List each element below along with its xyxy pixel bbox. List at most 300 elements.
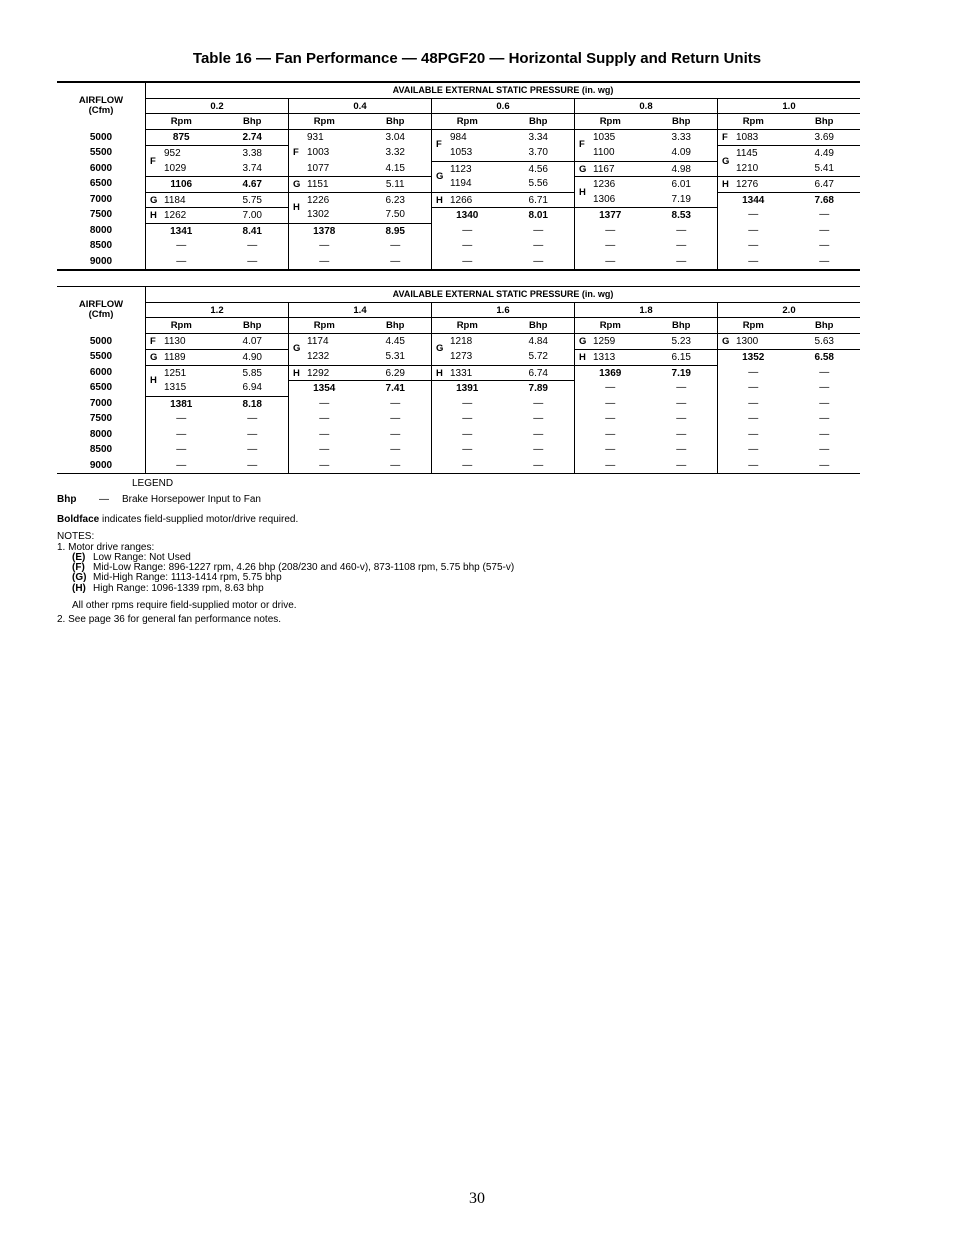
range-text: Low Range: Not Used: [93, 552, 191, 563]
rpm-cell: [145, 442, 217, 458]
range-line: [72, 573, 282, 583]
bhp-cell: 3.38: [217, 145, 289, 161]
bhp-cell: —: [390, 240, 401, 251]
rpm-cell: [145, 365, 217, 387]
range-line: [72, 584, 264, 594]
bhp-cell: —: [819, 209, 830, 220]
rpm-column-header: Rpm: [717, 114, 789, 130]
drive-code: F: [579, 139, 585, 151]
rpm-value: 1029: [164, 162, 187, 174]
bhp-cell: 6.47: [789, 176, 861, 192]
legend-heading: LEGEND: [132, 478, 174, 489]
pressure-header: 1.2: [145, 303, 288, 319]
rpm-value: 1232: [307, 351, 330, 362]
rpm-value: 1354: [313, 383, 336, 394]
drive-code: H: [436, 194, 443, 206]
rpm-value: 1123: [450, 163, 472, 175]
rpm-cell: [574, 161, 646, 177]
rpm-cell: [431, 176, 503, 192]
legend-definition: Brake Horsepower Input to Fan: [122, 494, 261, 505]
rpm-cell: [431, 334, 503, 355]
legend-dash: —: [99, 494, 109, 505]
rpm-cell: [574, 396, 646, 412]
rpm-cell: [717, 161, 789, 177]
rpm-cell: [717, 192, 789, 208]
drive-code: F: [150, 155, 156, 167]
bhp-cell: —: [819, 413, 830, 424]
rpm-value: —: [176, 428, 187, 440]
drive-code: G: [579, 335, 587, 347]
drive-code: H: [150, 375, 157, 387]
rpm-value: —: [176, 444, 187, 455]
drive-code: G: [150, 352, 158, 363]
rpm-cell: [145, 349, 217, 365]
rpm-cell: [288, 411, 360, 427]
static-pressure-header: AVAILABLE EXTERNAL STATIC PRESSURE (in. wg): [145, 83, 860, 99]
rpm-value: —: [748, 459, 759, 471]
rpm-cell: [717, 238, 789, 254]
airflow-value: 7500: [89, 413, 113, 424]
rpm-column-header: Rpm: [288, 318, 360, 334]
bhp-cell: —: [676, 444, 687, 455]
rpm-cell: [574, 223, 646, 239]
legend-term: Bhp: [57, 494, 77, 505]
pressure-header: 1.4: [288, 303, 431, 319]
static-pressure-header: AVAILABLE EXTERNAL STATIC PRESSURE (in. wg): [145, 287, 860, 303]
pressure-header: 0.6: [431, 99, 574, 115]
bhp-cell: —: [676, 382, 687, 393]
rpm-value: 875: [172, 131, 190, 143]
rpm-value: —: [748, 224, 759, 236]
airflow-value: 6500: [89, 178, 113, 189]
rpm-value: 1251: [164, 367, 187, 379]
rpm-value: 1313: [593, 352, 616, 363]
rpm-value: —: [176, 413, 187, 424]
rpm-cell: [288, 176, 360, 192]
rpm-value: 1174: [307, 335, 329, 347]
bhp-cell: —: [390, 428, 401, 440]
bhp-cell: —: [533, 255, 544, 267]
drive-code: G: [579, 163, 587, 175]
drive-code: H: [579, 352, 586, 363]
rpm-value: —: [462, 428, 473, 440]
bhp-cell: 7.89: [503, 380, 575, 396]
rpm-cell: [574, 254, 646, 270]
rpm-value: 1035: [593, 131, 616, 143]
drive-code: H: [579, 186, 586, 198]
airflow-value: 6000: [89, 366, 113, 378]
rpm-cell: [288, 238, 360, 254]
rpm-cell: [431, 223, 503, 239]
rpm-column-header: Rpm: [717, 318, 789, 334]
bhp-column-header: Bhp: [646, 318, 718, 334]
rpm-cell: [431, 442, 503, 458]
bhp-cell: —: [533, 240, 544, 251]
rpm-value: —: [462, 413, 473, 424]
rpm-cell: [145, 427, 217, 443]
rpm-value: 1053: [450, 147, 473, 158]
pressure-header: 0.2: [145, 99, 288, 115]
other-rpm-note: All other rpms require field-supplied motor or drive.: [72, 600, 297, 611]
rpm-value: —: [605, 459, 616, 471]
rpm-cell: [717, 427, 789, 443]
bhp-cell: 4.07: [242, 335, 262, 347]
bhp-cell: 6.29: [360, 365, 432, 381]
rpm-cell: [717, 380, 789, 396]
rpm-cell: [431, 380, 503, 396]
bhp-cell: 5.11: [360, 176, 432, 192]
drive-code: H: [293, 202, 300, 214]
rpm-cell: [574, 442, 646, 458]
rpm-value: 1276: [736, 179, 759, 190]
range-code: (H): [72, 583, 86, 594]
rpm-cell: [145, 161, 217, 177]
rpm-value: —: [176, 240, 187, 251]
legend-row: [57, 494, 261, 505]
bhp-cell: 4.49: [789, 145, 861, 161]
bhp-cell: —: [390, 444, 401, 455]
bhp-cell: —: [819, 224, 830, 236]
rpm-value: 1077: [307, 162, 330, 174]
range-code: (E): [72, 552, 86, 563]
rpm-cell: [717, 254, 789, 270]
bhp-cell: —: [819, 366, 830, 378]
rpm-value: —: [605, 428, 616, 440]
range-text: Mid-High Range: 1113-1414 rpm, 5.75 bhp: [93, 572, 282, 583]
bhp-cell: —: [247, 240, 258, 251]
rpm-value: —: [462, 459, 473, 471]
rpm-value: 1315: [164, 382, 187, 393]
bhp-cell: 8.41: [217, 223, 289, 239]
rpm-cell: [574, 349, 646, 365]
pressure-header: 0.8: [574, 99, 717, 115]
bhp-cell: —: [819, 240, 830, 251]
drive-code: F: [436, 139, 442, 151]
bhp-cell: —: [390, 413, 401, 424]
bhp-cell: 5.56: [528, 178, 548, 189]
bhp-cell: 4.45: [385, 335, 405, 347]
bhp-cell: 4.90: [217, 349, 289, 365]
notes-heading: NOTES:: [57, 531, 95, 542]
rpm-value: —: [462, 224, 473, 236]
airflow-value: 7000: [89, 193, 113, 205]
rpm-value: —: [748, 428, 759, 440]
rpm-value: 1273: [450, 351, 473, 362]
rpm-cell: [574, 176, 646, 198]
airflow-value: 6500: [89, 382, 113, 393]
rpm-value: 1352: [742, 352, 765, 363]
rpm-value: 1189: [164, 352, 186, 363]
drive-code: H: [293, 367, 300, 379]
rpm-value: —: [319, 459, 330, 471]
bhp-cell: —: [533, 413, 544, 424]
rpm-value: 1341: [170, 225, 193, 237]
rpm-value: —: [462, 444, 473, 455]
rpm-cell: [574, 427, 646, 443]
bhp-cell: —: [676, 428, 687, 440]
rpm-cell: [288, 380, 360, 396]
bhp-cell: 6.15: [646, 349, 718, 365]
rpm-cell: [288, 427, 360, 443]
rpm-cell: [717, 396, 789, 412]
rpm-cell: [431, 365, 503, 381]
rpm-cell: [288, 223, 360, 239]
rpm-value: 1167: [593, 163, 615, 175]
bhp-cell: —: [819, 428, 830, 440]
rpm-value: —: [605, 382, 616, 393]
bhp-cell: 7.19: [671, 193, 691, 205]
drive-code: G: [436, 343, 444, 355]
bhp-cell: 8.18: [217, 396, 289, 412]
rpm-value: —: [462, 397, 473, 409]
rpm-value: 1306: [593, 193, 616, 205]
rpm-cell: [145, 145, 217, 167]
rpm-cell: [574, 130, 646, 151]
bhp-cell: 3.70: [528, 147, 548, 158]
bhp-cell: 5.72: [528, 351, 548, 362]
bhp-cell: 7.50: [385, 209, 405, 220]
airflow-label: AIRFLOW: [78, 299, 124, 311]
bhp-cell: 5.63: [814, 335, 834, 347]
bhp-cell: —: [533, 428, 544, 440]
rpm-value: —: [748, 255, 759, 267]
rpm-cell: [574, 334, 646, 350]
rpm-cell: [431, 161, 503, 183]
rpm-cell: [574, 380, 646, 396]
rpm-cell: [288, 207, 360, 223]
rpm-value: 1130: [164, 335, 186, 347]
bhp-cell: 5.31: [385, 351, 405, 362]
rpm-cell: [574, 411, 646, 427]
rpm-value: 1184: [164, 194, 186, 206]
airflow-value: 8000: [89, 224, 113, 236]
bhp-cell: —: [247, 255, 258, 267]
rpm-value: 1218: [450, 335, 473, 347]
rpm-value: 1292: [307, 367, 330, 379]
rpm-cell: [431, 254, 503, 270]
rpm-cell: [431, 427, 503, 443]
rpm-value: 931: [307, 131, 324, 143]
rpm-cell: [288, 349, 360, 365]
bhp-cell: 6.01: [646, 176, 718, 192]
rpm-value: 1236: [593, 179, 616, 190]
rpm-value: —: [462, 240, 473, 251]
rpm-value: 984: [450, 131, 467, 143]
bhp-cell: 5.41: [814, 162, 834, 174]
bhp-cell: 3.69: [814, 131, 834, 143]
drive-code: H: [150, 210, 157, 221]
rpm-value: —: [748, 413, 759, 424]
rpm-value: 1083: [736, 131, 759, 143]
bhp-cell: 5.75: [217, 192, 289, 208]
fan-performance-table-high-pressure: [57, 286, 860, 474]
rpm-cell: [431, 396, 503, 412]
rpm-value: 952: [164, 148, 181, 159]
bhp-cell: 8.53: [646, 207, 718, 223]
rpm-value: 1194: [450, 178, 472, 189]
range-text: Mid-Low Range: 896-1227 rpm, 4.26 bhp (208/230 and 460-v), 873-1108 rpm, 5.75 bhp (575-v): [93, 562, 515, 573]
airflow-header: [57, 287, 145, 334]
rpm-value: 1300: [736, 335, 759, 347]
rpm-cell: [717, 145, 789, 167]
rpm-cell: [574, 458, 646, 474]
rpm-cell: [717, 130, 789, 146]
bhp-cell: —: [676, 397, 687, 409]
rpm-value: 1391: [456, 383, 479, 394]
rpm-cell: [431, 145, 503, 161]
rpm-cell: [574, 207, 646, 223]
rpm-cell: [717, 442, 789, 458]
bhp-cell: —: [533, 397, 544, 409]
airflow-value: 6000: [89, 162, 113, 174]
rpm-value: 1145: [736, 148, 758, 159]
drive-code: H: [722, 179, 729, 190]
drive-code: G: [293, 343, 301, 355]
rpm-value: —: [319, 413, 330, 424]
rpm-value: —: [605, 255, 616, 267]
bhp-cell: 3.32: [385, 147, 405, 158]
airflow-value: 8000: [89, 428, 113, 440]
rpm-column-header: Rpm: [431, 114, 503, 130]
drive-code: H: [436, 367, 443, 379]
bhp-cell: 4.15: [385, 162, 405, 174]
boldface-rest: indicates field-supplied motor/drive required.: [99, 514, 299, 525]
pressure-header: 1.6: [431, 303, 574, 319]
rpm-cell: [145, 207, 217, 223]
bhp-cell: 4.09: [671, 147, 691, 158]
bhp-column-header: Bhp: [503, 114, 575, 130]
bhp-cell: 5.23: [671, 335, 691, 347]
rpm-value: —: [319, 444, 330, 455]
rpm-cell: [431, 349, 503, 365]
rpm-column-header: Rpm: [288, 114, 360, 130]
rpm-value: 1340: [456, 210, 479, 221]
bhp-cell: —: [676, 413, 687, 424]
rpm-cell: [145, 458, 217, 474]
rpm-value: —: [748, 444, 759, 455]
rpm-value: 1378: [313, 225, 336, 237]
drive-code: F: [150, 335, 156, 347]
airflow-value: 5000: [89, 335, 113, 347]
rpm-cell: [145, 176, 217, 192]
bhp-column-header: Bhp: [360, 114, 432, 130]
rpm-cell: [145, 192, 217, 208]
bhp-cell: —: [676, 224, 687, 236]
rpm-value: 1106: [170, 179, 193, 190]
bhp-column-header: Bhp: [789, 318, 861, 334]
rpm-value: 1226: [307, 194, 330, 206]
rpm-cell: [431, 458, 503, 474]
rpm-value: —: [319, 255, 330, 267]
rpm-cell: [574, 238, 646, 254]
airflow-label: AIRFLOW: [78, 95, 124, 107]
rpm-cell: [574, 365, 646, 381]
rpm-value: —: [748, 366, 759, 378]
bhp-cell: 4.56: [503, 161, 575, 177]
drive-code: F: [293, 147, 299, 158]
page-number: 30: [469, 1190, 485, 1207]
bhp-cell: —: [247, 459, 258, 471]
bhp-cell: 7.19: [646, 365, 718, 381]
airflow-value: 9000: [89, 459, 113, 471]
rpm-cell: [145, 411, 217, 427]
rpm-column-header: Rpm: [145, 114, 217, 130]
range-code: (G): [72, 572, 87, 583]
rpm-cell: [288, 396, 360, 412]
note-1: 1. Motor drive ranges:: [57, 542, 155, 553]
rpm-cell: [717, 365, 789, 381]
bhp-cell: —: [819, 459, 830, 471]
bhp-cell: 3.04: [385, 131, 405, 143]
drive-code: F: [722, 131, 728, 143]
rpm-cell: [288, 254, 360, 270]
boldface-word: Boldface: [57, 514, 100, 525]
rpm-column-header: Rpm: [574, 318, 646, 334]
bhp-cell: —: [533, 459, 544, 471]
rpm-cell: [288, 192, 360, 214]
rpm-cell: [145, 396, 217, 412]
rpm-cell: [717, 411, 789, 427]
rpm-cell: [145, 223, 217, 239]
range-code: (F): [72, 562, 85, 573]
rpm-cell: [574, 192, 646, 208]
rpm-column-header: Rpm: [574, 114, 646, 130]
airflow-unit: (Cfm): [88, 105, 114, 117]
rpm-cell: [288, 365, 360, 381]
bhp-cell: —: [390, 255, 401, 267]
rpm-value: 1381: [170, 398, 193, 410]
rpm-value: —: [605, 224, 616, 236]
rpm-cell: [574, 145, 646, 161]
rpm-cell: [288, 161, 360, 177]
rpm-value: 1302: [307, 209, 330, 220]
rpm-cell: [431, 130, 503, 151]
rpm-cell: [717, 207, 789, 223]
rpm-value: —: [176, 459, 187, 471]
airflow-value: 8500: [89, 444, 113, 455]
rpm-cell: [145, 254, 217, 270]
rpm-value: 1262: [164, 210, 187, 221]
fan-performance-table-low-pressure: [57, 81, 860, 271]
bhp-cell: —: [533, 224, 544, 236]
rpm-cell: [288, 145, 360, 161]
rpm-value: —: [748, 209, 759, 220]
airflow-header: [57, 83, 145, 130]
bhp-cell: —: [247, 413, 258, 424]
airflow-value: 9000: [89, 255, 113, 267]
pressure-header: 0.4: [288, 99, 431, 115]
drive-code: G: [722, 335, 730, 347]
rpm-cell: [145, 238, 217, 254]
rpm-cell: [431, 411, 503, 427]
bhp-cell: —: [819, 397, 830, 409]
pressure-header: 2.0: [717, 303, 860, 319]
rpm-cell: [431, 238, 503, 254]
boldface-note: [57, 514, 298, 525]
rpm-value: —: [748, 397, 759, 409]
bhp-cell: —: [819, 255, 830, 267]
rpm-cell: [431, 192, 503, 208]
rpm-value: 1259: [593, 335, 616, 347]
rpm-cell: [717, 349, 789, 365]
bhp-cell: 6.71: [503, 192, 575, 208]
rpm-value: 1331: [450, 367, 473, 379]
bhp-cell: —: [819, 382, 830, 393]
bhp-cell: —: [247, 428, 258, 440]
airflow-value: 5500: [89, 351, 113, 362]
rpm-cell: [145, 334, 217, 350]
bhp-cell: —: [676, 240, 687, 251]
